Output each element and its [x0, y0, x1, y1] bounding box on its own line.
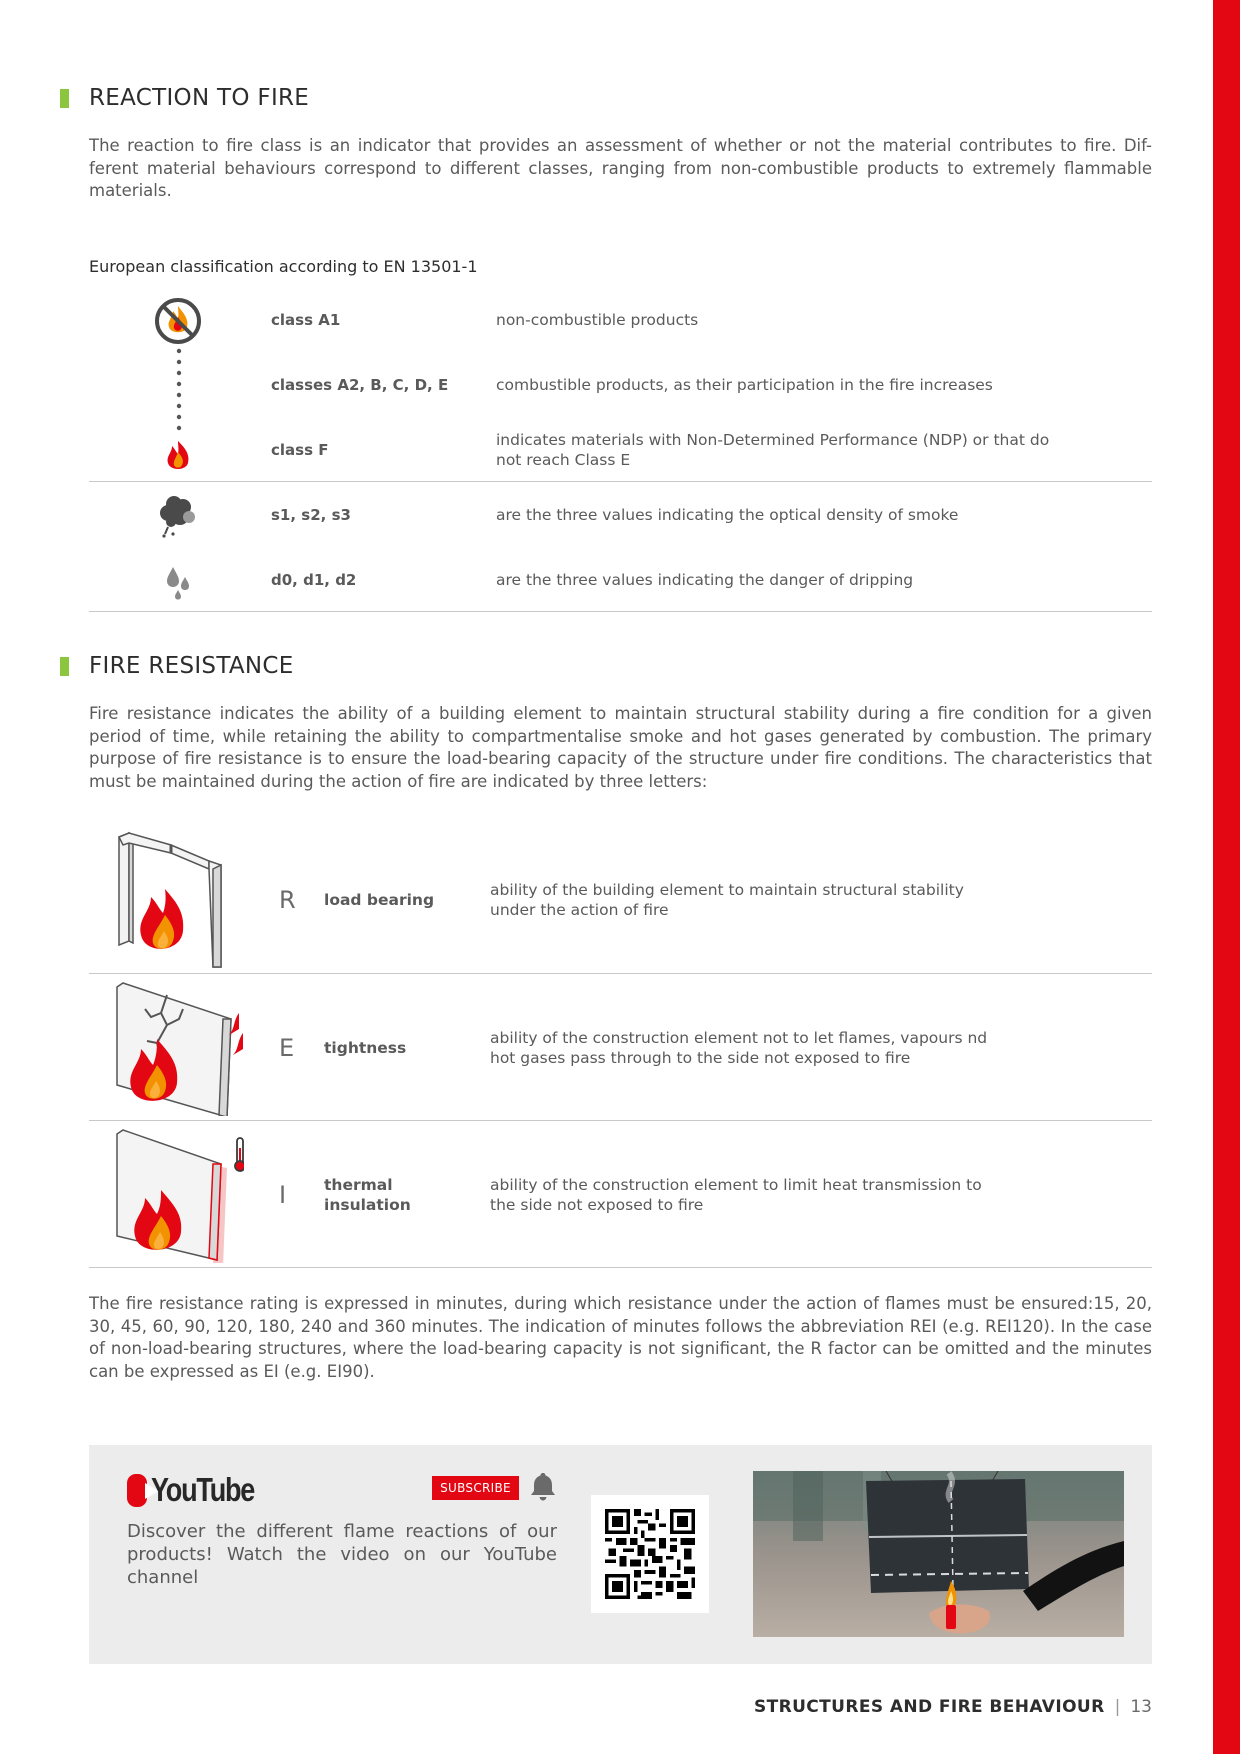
subscribe-button[interactable]: SUBSCRIBE	[432, 1476, 519, 1500]
cracked-wall-fire-icon	[109, 979, 244, 1116]
class-row-a1	[89, 287, 1152, 352]
youtube-play-icon	[127, 1474, 147, 1507]
class-label: classes A2, B, C, D, E	[271, 375, 449, 394]
class-description: are the three values indicating the danger of dripping	[496, 570, 914, 589]
class-label: s1, s2, s3	[271, 505, 351, 524]
beam-fire-icon	[109, 831, 244, 968]
resistance-letter: I	[279, 1180, 287, 1209]
class-label: d0, d1, d2	[271, 570, 357, 589]
resistance-label: tightness	[324, 1038, 407, 1057]
resistance-description: ability of the construction element not to let flames, vapours nd hot gases pass through to the side not exposed to fire	[490, 1028, 988, 1067]
class-label: class A1	[271, 310, 341, 329]
qr-code[interactable]	[591, 1495, 709, 1613]
section-marker	[60, 657, 69, 676]
page-footer	[754, 1697, 1152, 1717]
resistance-letter: R	[279, 885, 296, 914]
class-description: are the three values indicating the optical density of smoke	[496, 505, 959, 524]
footer-separator: |	[1114, 1697, 1121, 1717]
smoke-icon	[154, 490, 202, 538]
youtube-logo[interactable]	[127, 1471, 277, 1509]
youtube-wordmark: YouTube	[151, 1471, 255, 1508]
no-fire-icon	[154, 297, 202, 345]
resistance-row-e	[89, 974, 1152, 1121]
drips-row	[89, 547, 1152, 612]
divider	[89, 1267, 1152, 1268]
resistance-row-i	[89, 1121, 1152, 1268]
bell-icon[interactable]	[530, 1471, 556, 1501]
resistance-outro: The fire resistance rating is expressed in minutes, during which resistance under the action of flames must be ensured:15, 20, 30, 45, 60, 90, 120, 180, 240 and 360 minutes. The indication of minutes follows the abbreviation REI (e.g. REI120). In the case of non-load-bearing structures, where the load-bearing capacity is not significant, the R factor can be omitted and the minutes can be expressed as EI (e.g. EI90).	[89, 1294, 1152, 1381]
wall-thermometer-fire-icon	[109, 1126, 244, 1263]
class-label: class F	[271, 440, 329, 459]
qr-code-icon	[605, 1509, 695, 1599]
flame-icon	[154, 427, 202, 475]
resistance-intro: Fire resistance indicates the ability of a building element to maintain structural stability during a fire condition for a given period of time, while retaining the ability to compartmentalise smoke and hot gases generated by combustion. The primary purpose of fire resistance is to ensure the load-bearing capacity of the structure under fire conditions. The characteristics that must be maintained during the action of fire are indicated by three letters:	[89, 704, 1152, 791]
section-heading: REACTION TO FIRE	[89, 85, 310, 111]
edge-color-bar	[1213, 0, 1240, 1754]
reaction-intro: The reaction to fire class is an indicator that provides an assessment of whether or not the material contributes to fire. Dif-ferent material behaviours correspond to different classes, ranging from non-combustible products to extremely flammable materials.	[89, 136, 1152, 200]
section-title-resistance	[60, 651, 294, 681]
smoke-row	[89, 482, 1152, 547]
resistance-label: load bearing	[324, 890, 435, 909]
youtube-panel	[89, 1445, 1152, 1664]
resistance-description: ability of the construction element to limit heat transmission to the side not exposed to fire	[490, 1175, 982, 1214]
resistance-letter: E	[279, 1033, 295, 1062]
resistance-label: thermal insulation	[324, 1175, 411, 1214]
divider	[89, 611, 1152, 612]
class-description: combustible products, as their participation in the fire increases	[496, 375, 993, 394]
class-row-f	[89, 417, 1152, 482]
footer-title: STRUCTURES AND FIRE BEHAVIOUR	[753, 1697, 1105, 1717]
resistance-description: ability of the building element to maintain structural stability under the action of fire	[490, 880, 964, 919]
section-heading: FIRE RESISTANCE	[89, 653, 294, 679]
class-description: indicates materials with Non-Determined Performance (NDP) or that do not reach Class E	[496, 430, 1050, 469]
page-number: 13	[1130, 1697, 1152, 1717]
class-row-a2-e	[89, 352, 1152, 417]
section-title-reaction	[60, 83, 309, 113]
section-marker	[60, 89, 69, 108]
resistance-row-r	[89, 826, 1152, 973]
classification-subheading: European classification according to EN 13501-1	[89, 257, 478, 276]
class-description: non-combustible products	[496, 310, 699, 329]
flame-test-photo	[753, 1471, 1124, 1637]
youtube-description: Discover the different flame reactions of our products! Watch the video on our YouTube channel	[127, 1521, 557, 1588]
drops-icon	[154, 557, 202, 605]
